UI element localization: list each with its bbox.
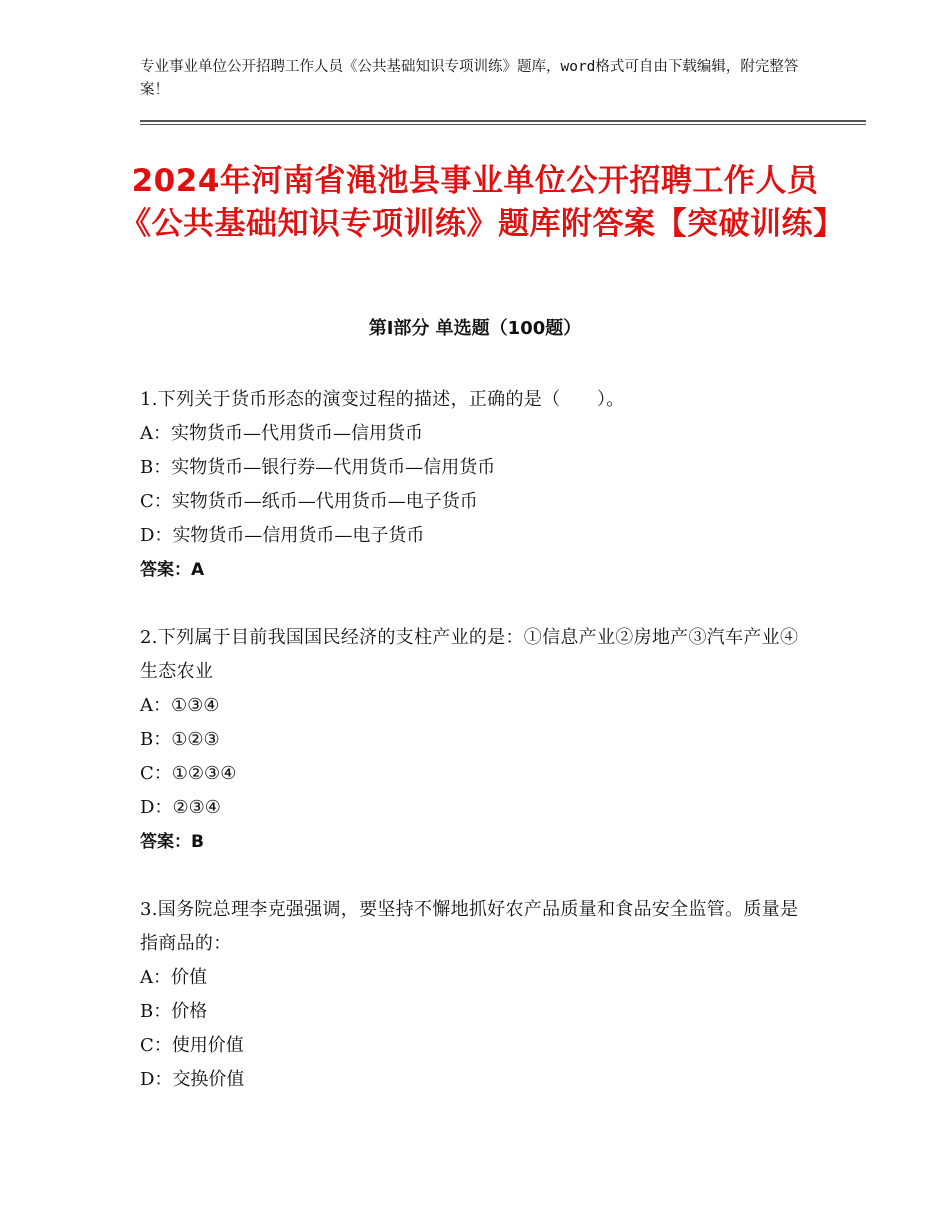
option-text: 价值 [171,967,207,988]
option-text: 实物货币—代用货币—信用货币 [171,423,423,444]
option-b [140,995,810,1029]
question-stem: 3.国务院总理李克强强调，要坚持不懈地抓好农产品质量和食品安全监管。质量是指商品的： [140,899,799,954]
header-divider [140,120,866,125]
option-d [140,791,810,825]
question-list [140,383,810,1131]
question-stem: 1.下列关于货币形态的演变过程的描述，正确的是（ ）。 [140,389,625,410]
option-letter: A： [140,695,171,716]
option-c [140,1029,810,1063]
option-letter: C： [140,1035,172,1056]
option-a [140,961,810,995]
option-text: 实物货币—纸币—代用货币—电子货币 [171,491,478,512]
question-stem: 2.下列属于目前我国国民经济的支柱产业的是：①信息产业②房地产③汽车产业④生态农业 [140,627,799,682]
option-d [140,1063,810,1097]
option-d [140,519,810,553]
question-2 [140,621,810,859]
option-letter: A： [140,967,171,988]
option-letter: B： [140,1001,172,1022]
question-1 [140,383,810,587]
option-b [140,723,810,757]
answer-line: 答案：B [140,832,204,852]
question-3 [140,893,810,1097]
option-text: 交换价值 [172,1069,245,1090]
option-c [140,485,810,519]
option-letter: B： [140,729,172,750]
option-text: 实物货币—银行券—代用货币—信用货币 [171,457,496,478]
document-title: 2024年河南省渑池县事业单位公开招聘工作人员《公共基础知识专项训练》题库附答案【突破训练】 [120,163,845,242]
option-letter: C： [140,763,172,784]
option-letter: D： [140,525,173,546]
option-a [140,417,810,451]
option-c [140,757,810,791]
option-text: 价格 [171,1001,208,1022]
option-text: ②③④ [172,797,221,818]
option-letter: D： [140,1069,173,1090]
option-letter: D： [140,797,173,818]
answer-line: 答案：A [140,560,205,580]
section-title: 第Ⅰ部分 单选题（100题） [368,318,582,339]
option-text: ①②③ [171,729,220,750]
option-letter: C： [140,491,172,512]
option-text: 使用价值 [171,1035,244,1056]
header-note: 专业事业单位公开招聘工作人员《公共基础知识专项训练》题库，word格式可自由下载编辑，附完整答案！ [140,59,799,98]
option-text: ①③④ [171,695,220,716]
option-letter: A： [140,423,171,444]
option-text: 实物货币—信用货币—电子货币 [172,525,425,546]
option-text: ①②③④ [171,763,237,784]
option-b [140,451,810,485]
option-a [140,689,810,723]
option-letter: B： [140,457,172,478]
